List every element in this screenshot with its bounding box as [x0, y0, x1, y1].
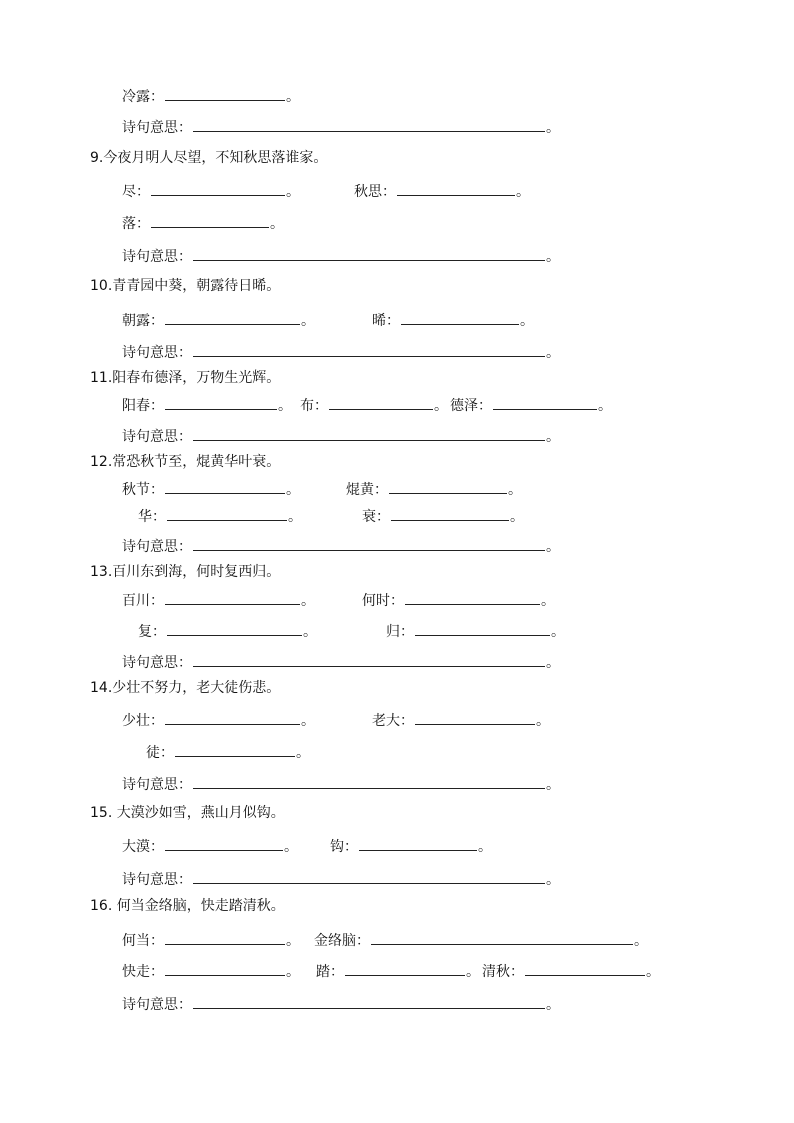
period-mark: 。: [434, 398, 448, 414]
field-label: 何时：: [362, 593, 404, 609]
fill-item: [122, 426, 560, 444]
period-mark: 。: [284, 839, 298, 855]
period-mark: 。: [546, 997, 560, 1013]
period-mark: 。: [508, 482, 522, 498]
period-mark: 。: [598, 398, 612, 414]
fill-item: [122, 774, 560, 792]
question-title: 11.阳春布德泽，万物生光辉。: [90, 370, 281, 386]
answer-blank[interactable]: [415, 710, 535, 725]
answer-blank[interactable]: [151, 213, 269, 228]
fill-item: [122, 117, 560, 135]
period-mark: 。: [546, 429, 560, 445]
period-mark: 。: [286, 933, 300, 949]
fill-item: [330, 836, 492, 854]
field-label: 清秋：: [482, 964, 524, 980]
question-title: 12.常恐秋节至，焜黄华叶衰。: [90, 454, 281, 470]
field-label: 大漠：: [122, 839, 164, 855]
field-label: 诗句意思：: [122, 997, 192, 1013]
answer-blank[interactable]: [401, 310, 519, 325]
field-label: 老大：: [372, 713, 414, 729]
field-label: 朝露：: [122, 313, 164, 329]
field-label: 衰：: [362, 509, 390, 525]
answer-blank[interactable]: [165, 836, 283, 851]
period-mark: 。: [301, 313, 315, 329]
period-mark: 。: [303, 624, 317, 640]
field-label: 诗句意思：: [122, 345, 192, 361]
fill-item: [362, 506, 524, 524]
period-mark: 。: [286, 482, 300, 498]
field-label: 诗句意思：: [122, 249, 192, 265]
answer-blank[interactable]: [165, 395, 277, 410]
field-label: 何当：: [122, 933, 164, 949]
fill-item: [386, 621, 565, 639]
answer-blank[interactable]: [371, 930, 633, 945]
field-label: 冷露：: [122, 89, 164, 105]
field-label: 秋思：: [354, 184, 396, 200]
fill-item: [316, 961, 480, 979]
field-label: 踏：: [316, 964, 344, 980]
period-mark: 。: [270, 216, 284, 232]
fill-item: [122, 869, 560, 887]
answer-blank[interactable]: [165, 479, 285, 494]
field-label: 钩：: [330, 839, 358, 855]
period-mark: 。: [510, 509, 524, 525]
question-title: 9.今夜月明人尽望，不知秋思落谁家。: [90, 150, 328, 166]
fill-item: [122, 86, 300, 104]
answer-blank[interactable]: [397, 181, 515, 196]
fill-item: [138, 506, 302, 524]
period-mark: 。: [551, 624, 565, 640]
answer-blank[interactable]: [391, 506, 509, 521]
field-label: 复：: [138, 624, 166, 640]
fill-item: [122, 994, 560, 1012]
field-label: 诗句意思：: [122, 777, 192, 793]
field-label: 布：: [300, 398, 328, 414]
period-mark: 。: [546, 539, 560, 555]
period-mark: 。: [286, 184, 300, 200]
answer-blank[interactable]: [165, 710, 300, 725]
period-mark: 。: [520, 313, 534, 329]
answer-blank[interactable]: [193, 117, 545, 132]
period-mark: 。: [546, 345, 560, 361]
question-title: 14.少壮不努力，老大徒伤悲。: [90, 680, 281, 696]
field-label: 诗句意思：: [122, 872, 192, 888]
question-title: 16. 何当金络脑，快走踏清秋。: [90, 898, 285, 914]
field-label: 百川：: [122, 593, 164, 609]
question-title: 13.百川东到海，何时复西归。: [90, 564, 281, 580]
answer-blank[interactable]: [493, 395, 597, 410]
period-mark: 。: [546, 872, 560, 888]
answer-blank[interactable]: [165, 310, 300, 325]
answer-blank[interactable]: [359, 836, 477, 851]
answer-blank[interactable]: [167, 506, 287, 521]
fill-item: [122, 536, 560, 554]
answer-blank[interactable]: [165, 86, 285, 101]
question-title: 10.青青园中葵，朝露待日晞。: [90, 278, 281, 294]
fill-item: [122, 590, 315, 608]
period-mark: 。: [296, 745, 310, 761]
field-label: 落：: [122, 216, 150, 232]
fill-item: [146, 742, 310, 760]
fill-item: [122, 710, 315, 728]
period-mark: 。: [546, 120, 560, 136]
period-mark: 。: [301, 713, 315, 729]
fill-item: [122, 930, 300, 948]
answer-blank[interactable]: [389, 479, 507, 494]
answer-blank[interactable]: [193, 426, 545, 441]
answer-blank[interactable]: [151, 181, 285, 196]
field-label: 焜黄：: [346, 482, 388, 498]
field-label: 金络脑：: [314, 933, 370, 949]
answer-blank[interactable]: [193, 994, 545, 1009]
answer-blank[interactable]: [345, 961, 465, 976]
fill-item: [122, 652, 560, 670]
field-label: 少壮：: [122, 713, 164, 729]
answer-blank[interactable]: [193, 246, 545, 261]
fill-item: [122, 246, 560, 264]
period-mark: 。: [546, 249, 560, 265]
period-mark: 。: [546, 777, 560, 793]
fill-item: [122, 213, 284, 231]
fill-item: [450, 395, 612, 413]
fill-item: [122, 181, 300, 199]
field-label: 诗句意思：: [122, 120, 192, 136]
fill-item: [482, 961, 660, 979]
field-label: 秋节：: [122, 482, 164, 498]
answer-blank[interactable]: [165, 961, 285, 976]
field-label: 诗句意思：: [122, 655, 192, 671]
fill-item: [122, 342, 560, 360]
period-mark: 。: [546, 655, 560, 671]
fill-item: [122, 479, 300, 497]
answer-blank[interactable]: [165, 590, 300, 605]
answer-blank[interactable]: [193, 774, 545, 789]
field-label: 尽：: [122, 184, 150, 200]
period-mark: 。: [646, 964, 660, 980]
fill-item: [122, 310, 315, 328]
period-mark: 。: [286, 89, 300, 105]
fill-item: [122, 395, 292, 413]
fill-item: [122, 961, 300, 979]
field-label: 诗句意思：: [122, 539, 192, 555]
period-mark: 。: [301, 593, 315, 609]
field-label: 晞：: [372, 313, 400, 329]
field-label: 徒：: [146, 745, 174, 761]
fill-item: [346, 479, 522, 497]
fill-item: [372, 710, 550, 728]
answer-blank[interactable]: [525, 961, 645, 976]
fill-item: [372, 310, 534, 328]
period-mark: 。: [536, 713, 550, 729]
field-label: 归：: [386, 624, 414, 640]
period-mark: 。: [288, 509, 302, 525]
answer-blank[interactable]: [193, 536, 545, 551]
answer-blank[interactable]: [167, 621, 302, 636]
fill-item: [314, 930, 648, 948]
period-mark: 。: [466, 964, 480, 980]
period-mark: 。: [516, 184, 530, 200]
period-mark: 。: [286, 964, 300, 980]
field-label: 阳春：: [122, 398, 164, 414]
answer-blank[interactable]: [193, 652, 545, 667]
fill-item: [354, 181, 530, 199]
answer-blank[interactable]: [193, 869, 545, 884]
field-label: 华：: [138, 509, 166, 525]
period-mark: 。: [634, 933, 648, 949]
answer-blank[interactable]: [175, 742, 295, 757]
answer-blank[interactable]: [329, 395, 433, 410]
field-label: 德泽：: [450, 398, 492, 414]
fill-item: [362, 590, 555, 608]
fill-item: [122, 836, 298, 854]
period-mark: 。: [278, 398, 292, 414]
question-title: 15. 大漠沙如雪，燕山月似钩。: [90, 805, 285, 821]
field-label: 快走：: [122, 964, 164, 980]
answer-blank[interactable]: [165, 930, 285, 945]
answer-blank[interactable]: [415, 621, 550, 636]
period-mark: 。: [478, 839, 492, 855]
field-label: 诗句意思：: [122, 429, 192, 445]
period-mark: 。: [541, 593, 555, 609]
fill-item: [300, 395, 448, 413]
answer-blank[interactable]: [405, 590, 540, 605]
fill-item: [138, 621, 317, 639]
answer-blank[interactable]: [193, 342, 545, 357]
